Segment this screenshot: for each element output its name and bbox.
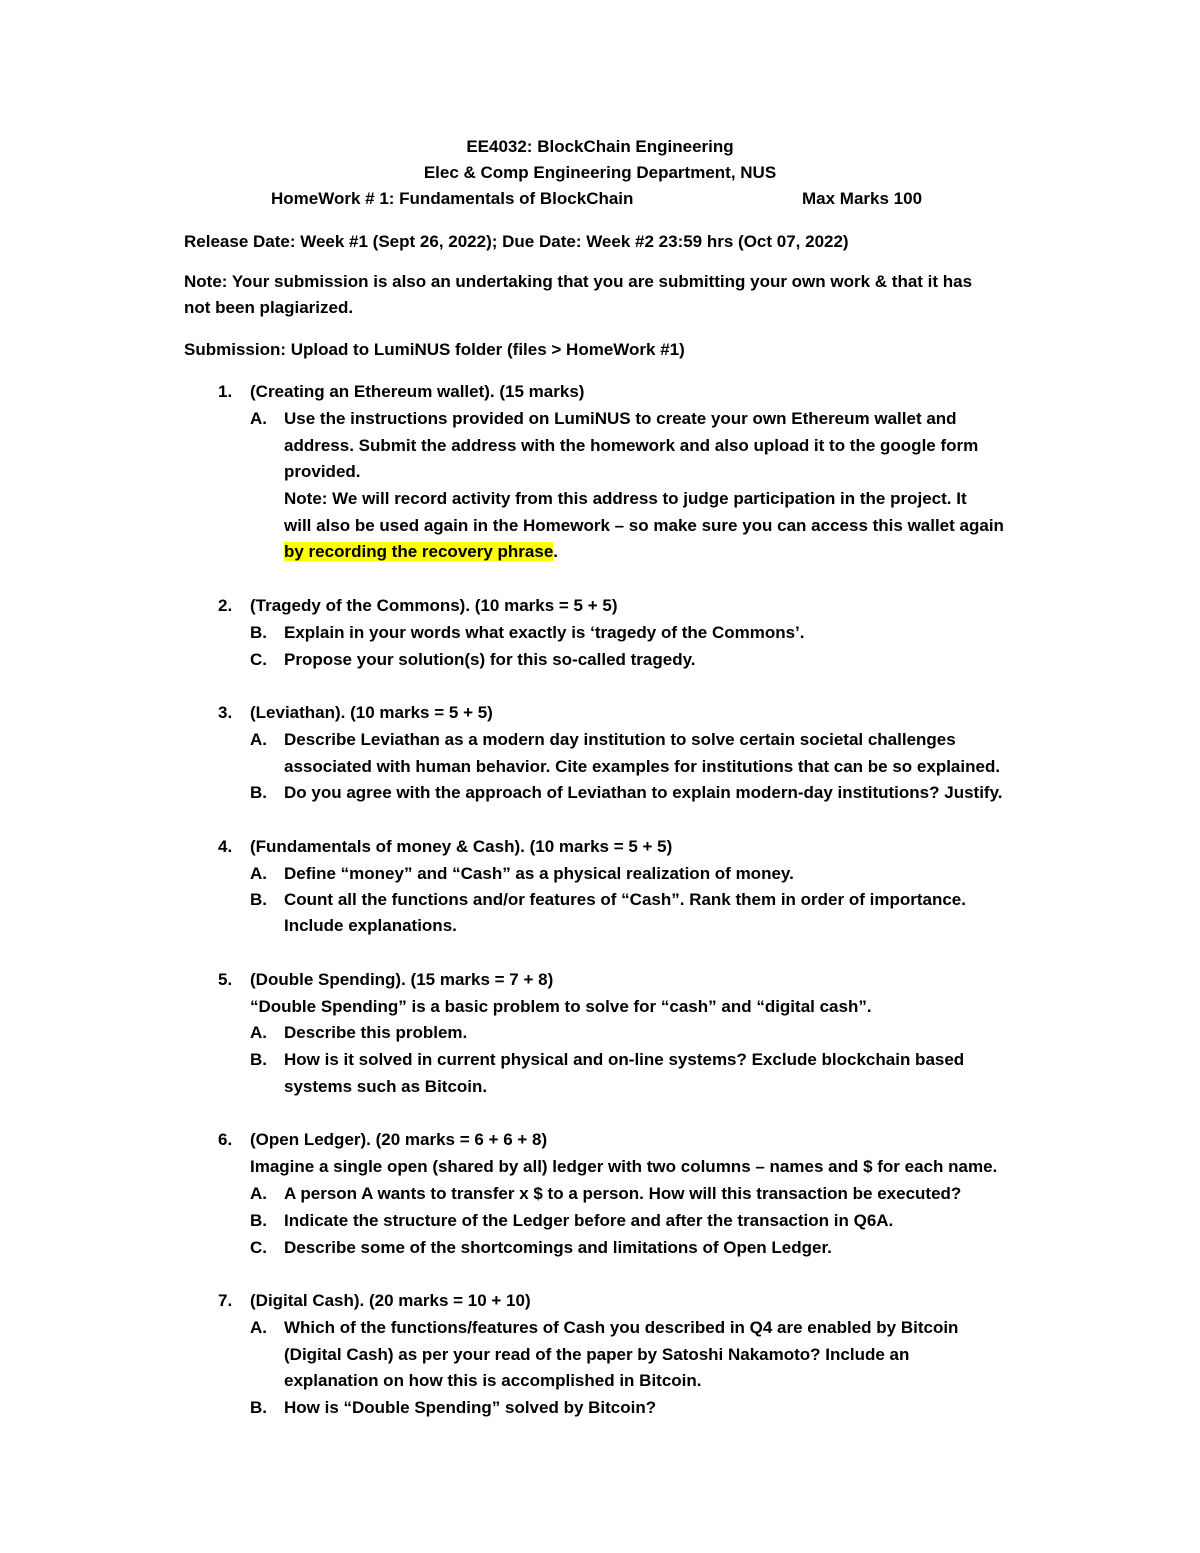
- question-number: 4.: [218, 837, 233, 856]
- part-letter: B.: [250, 1211, 267, 1230]
- part-line: Describe some of the shortcomings and limitations of Open Ledger.: [284, 1238, 832, 1257]
- part-line: Describe Leviathan as a modern day institution to solve certain societal challenges: [284, 730, 956, 749]
- highlight-tail: .: [553, 542, 559, 561]
- part-letter: B.: [250, 890, 267, 909]
- part-letter: B.: [250, 623, 267, 642]
- question-number: 3.: [218, 703, 233, 722]
- part-letter: A.: [250, 730, 267, 749]
- part-letter: B.: [250, 1050, 267, 1069]
- part-letter: A.: [250, 1318, 267, 1337]
- part-line: (Digital Cash) as per your read of the paper by Satoshi Nakamoto? Include an: [284, 1345, 910, 1364]
- part-line: address. Submit the address with the homework and also upload it to the google form: [284, 436, 979, 455]
- question-number: 5.: [218, 970, 233, 989]
- part-line-highlighted: [284, 542, 558, 562]
- part-line: Do you agree with the approach of Leviathan to explain modern-day institutions? Justify.: [284, 783, 1003, 802]
- homework-title: HomeWork # 1: Fundamentals of BlockChain: [271, 189, 634, 208]
- question-intro: Imagine a single open (shared by all) ledger with two columns – names and $ for each name.: [250, 1157, 998, 1176]
- question-title: (Fundamentals of money & Cash). (10 marks = 5 + 5): [250, 837, 673, 856]
- part-line: associated with human behavior. Cite examples for institutions that can be so explained.: [284, 757, 1001, 776]
- part-letter: C.: [250, 650, 267, 669]
- part-letter: B.: [250, 1398, 267, 1417]
- part-letter: A.: [250, 864, 267, 883]
- part-line: How is it solved in current physical and on-line systems? Exclude blockchain based: [284, 1050, 965, 1069]
- part-letter: A.: [250, 1184, 267, 1203]
- question-number: 2.: [218, 596, 233, 615]
- part-letter: A.: [250, 1023, 267, 1042]
- question-title: (Double Spending). (15 marks = 7 + 8): [250, 970, 554, 989]
- part-line: Note: We will record activity from this address to judge participation in the project. It: [284, 489, 967, 508]
- submission: Submission: Upload to LumiNUS folder (files > HomeWork #1): [184, 340, 685, 359]
- question-title: (Digital Cash). (20 marks = 10 + 10): [250, 1291, 531, 1310]
- part-letter: A.: [250, 409, 267, 428]
- question-title: (Creating an Ethereum wallet). (15 marks): [250, 382, 585, 401]
- department: Elec & Comp Engineering Department, NUS: [423, 163, 777, 182]
- part-line: will also be used again in the Homework – so make sure you can access this wallet again: [284, 516, 1004, 535]
- highlighted-text: by recording the recovery phrase: [284, 542, 554, 561]
- question-title: (Leviathan). (10 marks = 5 + 5): [250, 703, 493, 722]
- part-line: A person A wants to transfer x $ to a person. How will this transaction be executed?: [284, 1184, 962, 1203]
- part-line: Propose your solution(s) for this so-called tragedy.: [284, 650, 696, 669]
- part-line: provided.: [284, 462, 361, 481]
- part-line: Indicate the structure of the Ledger before and after the transaction in Q6A.: [284, 1211, 894, 1230]
- question-number: 7.: [218, 1291, 233, 1310]
- part-line: Explain in your words what exactly is ‘tragedy of the Commons’.: [284, 623, 805, 642]
- part-line: Use the instructions provided on LumiNUS to create your own Ethereum wallet and: [284, 409, 957, 428]
- note-line-2: not been plagiarized.: [184, 298, 354, 317]
- max-marks: Max Marks 100: [802, 189, 923, 208]
- part-line: explanation on how this is accomplished in Bitcoin.: [284, 1371, 702, 1390]
- course-title: EE4032: BlockChain Engineering: [466, 137, 734, 156]
- part-line: Define “money” and “Cash” as a physical realization of money.: [284, 864, 794, 883]
- question-title: (Tragedy of the Commons). (10 marks = 5 + 5): [250, 596, 618, 615]
- note-line-1: Note: Your submission is also an undertaking that you are submitting your own work & that it has: [184, 272, 973, 291]
- part-line: How is “Double Spending” solved by Bitcoin?: [284, 1398, 657, 1417]
- part-line: Count all the functions and/or features of “Cash”. Rank them in order of importance.: [284, 890, 966, 909]
- question-number: 1.: [218, 382, 233, 401]
- release-date: Release Date: Week #1 (Sept 26, 2022); Due Date: Week #2 23:59 hrs (Oct 07, 2022): [184, 232, 849, 251]
- part-line: Describe this problem.: [284, 1023, 468, 1042]
- question-intro: “Double Spending” is a basic problem to solve for “cash” and “digital cash”.: [250, 997, 872, 1016]
- part-letter: B.: [250, 783, 267, 802]
- part-line: Include explanations.: [284, 916, 457, 935]
- part-letter: C.: [250, 1238, 267, 1257]
- part-line: Which of the functions/features of Cash you described in Q4 are enabled by Bitcoin: [284, 1318, 959, 1337]
- question-number: 6.: [218, 1130, 233, 1149]
- part-line: systems such as Bitcoin.: [284, 1077, 488, 1096]
- question-title: (Open Ledger). (20 marks = 6 + 6 + 8): [250, 1130, 548, 1149]
